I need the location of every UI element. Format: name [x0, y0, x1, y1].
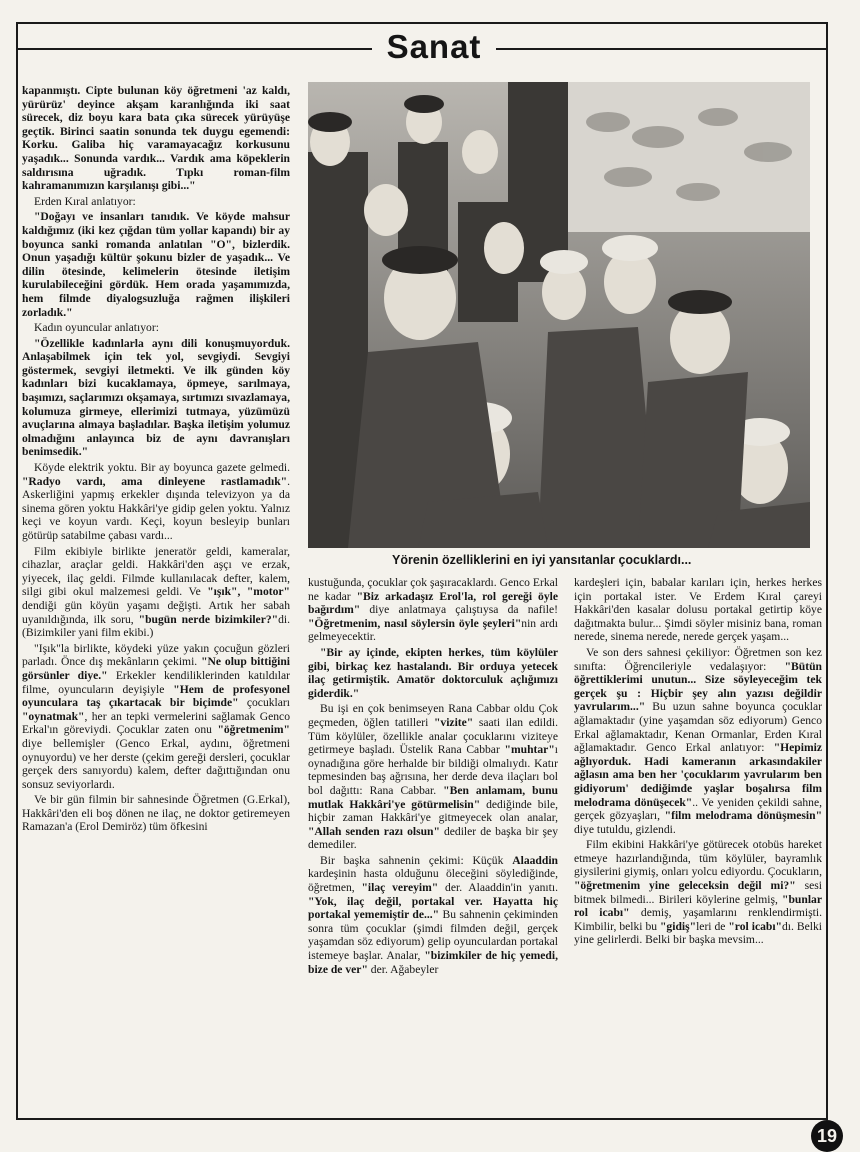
article-paragraph [574, 646, 822, 836]
article-paragraph [574, 838, 822, 947]
body-text: kardeşinin hasta olduğunu öleceğini söylediğinde, öğretmen, [308, 867, 558, 895]
body-text: Film ekibini Hakkâri'ye götürecek otobüs hareket etmeye hazırlandığında, tüm köylüler, bayramlık giysilerini giymiş, onları yolcu ediyordu. Çocukların, [574, 838, 822, 879]
article-paragraph [574, 576, 822, 644]
body-text: Köyde elektrik yoktu. Bir ay boyunca gazete gelmedi. [34, 461, 290, 475]
emphasis-text: "ışık", "motor" [207, 585, 290, 599]
body-text: Ve son ders sahnesi çekiliyor: Öğretmen son kez sınıfta: Öğrencileriyle vedalaşıyor: [574, 645, 822, 673]
article-column-3 [574, 576, 822, 1116]
article-photo [308, 82, 810, 548]
emphasis-text: "gidiş" [660, 919, 697, 933]
body-text: dediğinde bile, hiçbir zaman Hakkâri'ye gitmeyecek olan analar, [308, 797, 558, 825]
article-column-1 [22, 84, 290, 1114]
emphasis-text: "muhtar" [504, 743, 555, 757]
body-text: Kadın oyuncular anlatıyor: [34, 321, 159, 335]
article-paragraph [22, 195, 290, 209]
body-text: der. Ağabeyler [367, 962, 439, 976]
emphasis-text: "Hem de profesyonel oyunculara taş çıkartacak bir biçimde" [22, 682, 290, 710]
article-paragraph [22, 337, 290, 459]
body-text: kustuğunda, çocuklar çok şaşıracaklardı. Genco Erkal ne kadar [308, 576, 558, 603]
emphasis-text: "Bütün öğrettiklerimi unutun... Size söyleyeceğim tek gerçek şu : Hiçbir şey alın yazısı değildir yavrularım..." [574, 659, 822, 714]
emphasis-text: "Bir ay içinde, ekipten herkes, tüm köylüler gibi, birkaç kez hastalandı. Bir orduya yetecek ilaç getirmiştik. Amatör doktorculuk açlığımızı giderdik." [308, 645, 558, 700]
body-text: diye anlatmaya çalıştıysa da nafile! [360, 603, 558, 617]
body-text: sesi bitmek bilmedi... Birileri köylerine gelmiş, [574, 879, 822, 906]
emphasis-text: "vizite" [433, 715, 474, 729]
emphasis-text: "Allah senden razı olsun" [308, 824, 440, 838]
emphasis-text: "Yok, ilaç değil, portakal ver. Hayatta hiç portakal yememiştir de..." [308, 894, 558, 922]
body-text: kardeşleri için, babalar karıları için, herkes herkes için portakal ister. Ve Erdem Kıral çareyi Hakkâri'den kasalar dolusu portakal getirtip köye dağıtmakta bulur... Şimdi söyler misiniz bana, roman nerede, sinema nerede, nerede gerçek yaşam... [574, 576, 822, 644]
article-paragraph [308, 576, 558, 644]
emphasis-text: "rol icabı" [728, 919, 782, 933]
body-text: dediler de başka bir şey demediler. [308, 824, 558, 852]
emphasis-text: "ilaç vereyim" [361, 881, 439, 895]
article-paragraph [308, 854, 558, 976]
body-text: Bu işi en çok benimseyen Rana Cabbar oldu Çok geçmeden, öğlen tatilleri [308, 702, 558, 729]
emphasis-text: "bizimkiler de hiç yemedi, bize de ver" [308, 949, 558, 976]
body-text: leri de [696, 919, 729, 933]
emphasis-text: "bunlar rol icabı" [574, 892, 822, 920]
body-text: der. Alaaddin'in yanıtı. [438, 881, 558, 895]
body-text: saati ilan edildi. Tüm köylüler, özellikle analar çocuklarını viziteye getirmeye başladı. Üstelik Rana Cabbar [308, 715, 558, 757]
body-text: nin ardı gelmeyecektir. [308, 616, 558, 644]
body-text: di. (Bizimkiler yani film ekibi.) [22, 612, 290, 640]
emphasis-text: "bugün nerde bizimkiler?" [138, 612, 279, 626]
body-text: Ve bir gün filmin bir sahnesinde Öğretmen (G.Erkal), Hakkâri'den eli boş dönen ne ilaç, ne doktor getiremeyen Ramazan'a (Erol Demiröz) tüm öfkesini [22, 793, 290, 834]
emphasis-text: Alaaddin [512, 853, 558, 867]
article-paragraph [22, 321, 290, 335]
emphasis-text: "oynatmak" [22, 709, 85, 723]
article-paragraph [22, 642, 290, 792]
body-text: ı oynadığına göre herhalde bir bildiği olmalıydı. Katır tepmesinden baş ağrısına, her derde deva ilaçları bol bol dağıttı: Rana Cabbar. [308, 743, 558, 797]
emphasis-text: "Ben anlamam, bunu mutlak Hakkâri'ye götürmelisin" [308, 783, 558, 811]
body-text: diye tutuldu, gizlendi. [574, 822, 676, 836]
emphasis-text: "film melodrama dönüşmesin" [664, 809, 822, 823]
article-paragraph [22, 461, 290, 543]
body-text: . Askerliğini yapmış erkekler dışında televizyon ya da sinema gören yoktu Hakkâri'ye gidip gelen yoktu. Yalnız keçi ve koyun vardı. Keçi, koyun besleyip bunları götürüp satabilme çabası vardı... [22, 474, 290, 542]
article-paragraph [22, 545, 290, 640]
body-text: demiş, yaşamlarını renklendirmişti. Kimbilir, belki bu [574, 906, 822, 933]
body-text: "Işık"la birlikte, köydeki yüze yakın çocuğun gözleri parladı. Önce dış mekânların çekimi. [22, 641, 290, 669]
body-text: dendiği gün köyün yaşamı değişti. Artık her sabah uyanıldığında, ilk soru, [22, 598, 290, 626]
emphasis-text: kapanmıştı. Cipte bulunan köy öğretmeni 'az kaldı, yürürüz' deyince akşam karanlığında iki saat sürecek, diz boyu kara bata çıka sürecek yürüyüşe geçtik. Birinci saatin sonunda tek duygu egemendi: Korku. Galiba hiç varamayacağız korkusunu yaşadık... Sonunda vardık... Vardık ama köpeklerin saldırısına uğradık. Tıpkı roman-film kahramanımızın karşılanışı gibi..." [22, 84, 290, 193]
body-text: Erden Kıral anlatıyor: [34, 194, 136, 208]
photo-caption: Yörenin özelliklerini en iyi yansıtanlar çocuklardı... [392, 553, 692, 567]
emphasis-text: "Radyo vardı, ama dinleyene rastlamadık" [22, 474, 288, 488]
body-text: Erkekler kendiliklerinden katıldılar filme, oyuncuların deyişiyle [22, 668, 290, 696]
section-title: Sanat [372, 28, 496, 66]
emphasis-text: "Biz arkadaşız Erol'la, rol gereği öyle bağırdım" [308, 589, 558, 617]
body-text: .. Ve yeniden çekildi sahne, gerçek gözyaşları, [574, 795, 822, 823]
article-paragraph [308, 702, 558, 852]
body-text: çocukları [238, 696, 290, 710]
emphasis-text: "Ne olup bittiğini görsünler diye." [22, 655, 290, 682]
body-text: dı. Belki yine gelirlerdi. Belki bir başka mevsim... [574, 919, 822, 947]
photo-children-group-icon [308, 82, 810, 548]
article-paragraph [22, 210, 290, 319]
body-text: Bir başka sahnenin çekimi: Küçük [320, 853, 513, 867]
article-paragraph [308, 646, 558, 700]
emphasis-text: "Hepimiz ağlıyorduk. Hadi kameranın arkasındakiler ağlasın ama ben her 'çocuklarım yavrularım ben gidiyorum' dediğimde yaşlar boşalırsa film melodrama dönüşecek" [574, 741, 822, 809]
body-text: Bu uzun sahne boyunca çocuklar ağlamaktadır (yine yaşamdan söz ediyorum) Genco Erkal ağlamaktadır, Kenan Ormanlar, Erden Kıral ağlamaktadır. Genco Erkal anlatıyor: [574, 700, 822, 755]
body-text: , her an tepki vermelerini sağlamak Genco Erkal'ın göreviydi. Çocuklar zaten onu [22, 709, 290, 737]
emphasis-text: "Öğretmenim, nasıl söylersin öyle şeyleri" [308, 616, 522, 630]
emphasis-text: "Doğayı ve insanları tanıdık. Ve köyde mahsur kaldığımız (iki kez çığdan tüm yollar kapandı) bir ay boyunca sanki romanda anlatılan "O", bizlerdik. Onun yaşadığı kültür şokunu bizler de yaşadık... Ve dilin ötesinde, kelimelerin ötesinde iletişim kurulabileceğini gördük. Hem orada yaşamımızda, hem filmde diyalogsuzluğa rağmen ilişkileri zorladık." [22, 210, 290, 319]
article-paragraph [22, 793, 290, 834]
article-column-2 [308, 576, 558, 1116]
emphasis-text: "öğretmenim" [217, 723, 290, 737]
emphasis-text: "Özellikle kadınlarla aynı dili konuşmuyorduk. Anlaşabilmek için tek yol, sevgiydi. Sevgiyi göstermek, sevgiyi iletmekti. Ve ilk günden köy kadınları bizi kucaklamaya, öpmeye, sarılmaya, başımızı, saçlarımızı okşamaya, sırtımızı sıvazlamaya, kolumuza girmeye, ellerimizi tutmaya, yüzümüzü avuçlarına almaya başladılar. Başka iletişim yolumuz olmadığını anlayınca biz de aynı davranışları benimsedik." [22, 336, 290, 459]
body-text: Film ekibiyle birlikte jeneratör geldi, kameralar, cihazlar, araçlar geldi. Hakkâri'den aşçı ve erzak, yiyecek, ilaç geldi. Filmde kullanılacak defter, kalem, silgi gibi okul malzemesi geldi. Ve [22, 544, 290, 599]
article-paragraph [22, 84, 290, 193]
body-text: diye bellemişler (Genco Erkal, aydını, öğretmeni oynuyordu) ve her derste (çekim gereği dersleri, çocuklar gerçek ders sanıyordu) kalem, defter dağıttığından onu sonsuz seviyorlardı. [22, 736, 290, 791]
emphasis-text: "öğretmenim yine geleceksin değil mi?" [574, 879, 796, 893]
page-number: 19 [811, 1120, 843, 1152]
body-text: Bu sahnenin çekiminden sonra tüm çocuklar (şimdi filmden değil, gerçek yaşamdan söz ediyorum) gelip oyunculardan portakal istemeye başlar. Analar, [308, 908, 558, 963]
